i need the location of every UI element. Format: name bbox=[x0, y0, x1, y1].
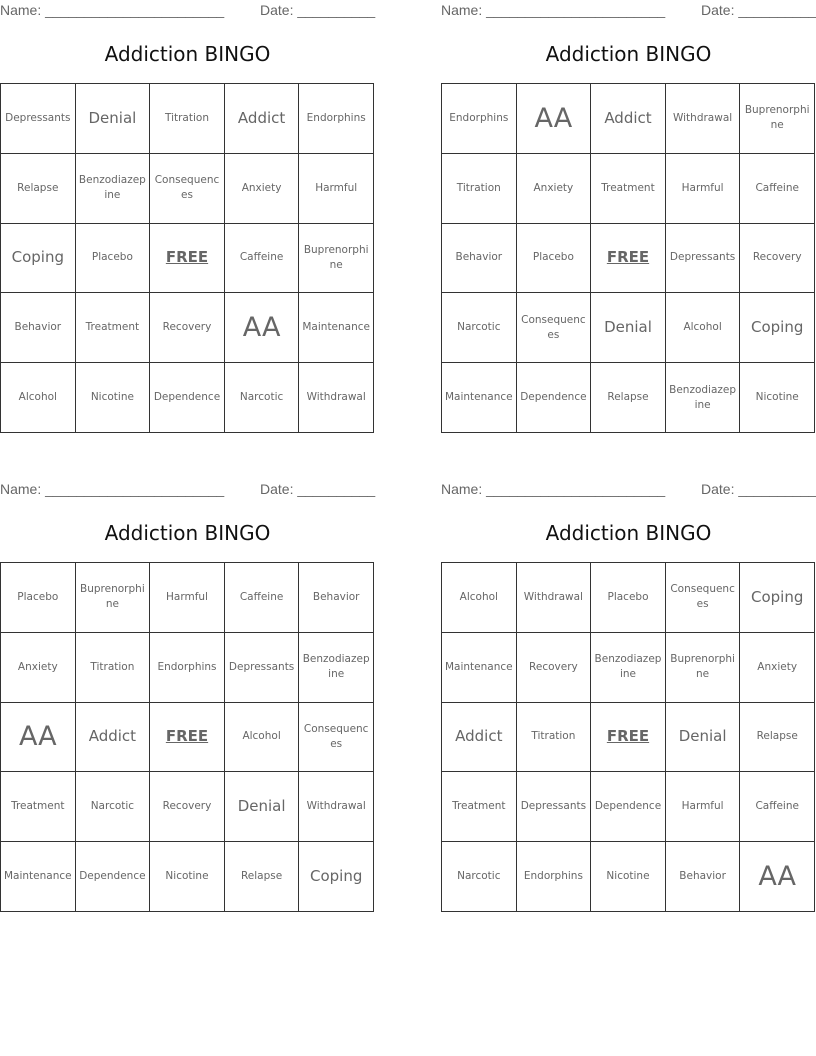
bingo-cell: Titration bbox=[517, 703, 592, 773]
bingo-cell: Caffeine bbox=[740, 154, 815, 224]
bingo-cell: Buprenorphine bbox=[76, 563, 151, 633]
bingo-cell: AA bbox=[740, 842, 815, 912]
bingo-cell: Coping bbox=[740, 563, 815, 633]
bingo-cell: Behavior bbox=[442, 224, 517, 294]
bingo-cell: Relapse bbox=[1, 154, 76, 224]
bingo-cell: Recovery bbox=[150, 293, 225, 363]
bingo-cell: Buprenorphine bbox=[299, 224, 374, 294]
bingo-cell: Consequences bbox=[666, 563, 741, 633]
bingo-cell: Anxiety bbox=[1, 633, 76, 703]
bingo-cell: Consequences bbox=[299, 703, 374, 773]
name-field-label: Name: _______________________ bbox=[441, 2, 666, 18]
bingo-cell: Denial bbox=[666, 703, 741, 773]
bingo-cell: Alcohol bbox=[225, 703, 300, 773]
bingo-cell: Narcotic bbox=[76, 772, 151, 842]
bingo-cell: Alcohol bbox=[666, 293, 741, 363]
bingo-cell: Nicotine bbox=[150, 842, 225, 912]
bingo-cell: Addict bbox=[442, 703, 517, 773]
name-date-line bbox=[0, 481, 375, 499]
bingo-cell: Addict bbox=[591, 84, 666, 154]
bingo-cell: Placebo bbox=[76, 224, 151, 294]
bingo-cell: Placebo bbox=[591, 563, 666, 633]
bingo-cell: Harmful bbox=[299, 154, 374, 224]
bingo-cell: Titration bbox=[442, 154, 517, 224]
bingo-cell: Relapse bbox=[225, 842, 300, 912]
bingo-cell: Anxiety bbox=[225, 154, 300, 224]
bingo-cell: Caffeine bbox=[740, 772, 815, 842]
bingo-cell: Nicotine bbox=[76, 363, 151, 433]
bingo-cell: Benzodiazepine bbox=[591, 633, 666, 703]
bingo-cell: Caffeine bbox=[225, 563, 300, 633]
bingo-cell: Harmful bbox=[150, 563, 225, 633]
bingo-cell: Relapse bbox=[591, 363, 666, 433]
bingo-cell: Caffeine bbox=[225, 224, 300, 294]
date-field-label: Date: __________ bbox=[260, 2, 376, 18]
bingo-card-3 bbox=[0, 479, 375, 919]
bingo-cell: Narcotic bbox=[225, 363, 300, 433]
bingo-cell: Anxiety bbox=[740, 633, 815, 703]
bingo-cell: Denial bbox=[591, 293, 666, 363]
bingo-cell: Treatment bbox=[591, 154, 666, 224]
bingo-cell: Recovery bbox=[517, 633, 592, 703]
bingo-cell: Maintenance bbox=[442, 363, 517, 433]
name-field-label: Name: _______________________ bbox=[0, 2, 225, 18]
name-field-label: Name: _______________________ bbox=[0, 481, 225, 497]
card-title: Addiction BINGO bbox=[545, 521, 712, 545]
free-space-cell: FREE bbox=[591, 703, 666, 773]
date-field-label: Date: __________ bbox=[701, 481, 816, 497]
bingo-cell: Depressants bbox=[666, 224, 741, 294]
bingo-cell: Coping bbox=[740, 293, 815, 363]
bingo-cell: Titration bbox=[150, 84, 225, 154]
bingo-cell: Dependence bbox=[591, 772, 666, 842]
bingo-cell: Coping bbox=[1, 224, 76, 294]
card-title: Addiction BINGO bbox=[104, 521, 271, 545]
bingo-cell: Placebo bbox=[1, 563, 76, 633]
bingo-cell: Nicotine bbox=[591, 842, 666, 912]
bingo-grid bbox=[441, 562, 815, 912]
name-date-line bbox=[0, 2, 375, 20]
bingo-cell: Maintenance bbox=[299, 293, 374, 363]
bingo-cell: Dependence bbox=[150, 363, 225, 433]
bingo-card-2 bbox=[441, 0, 816, 440]
bingo-cell: Depressants bbox=[517, 772, 592, 842]
free-space-cell: FREE bbox=[150, 224, 225, 294]
bingo-grid bbox=[0, 83, 374, 433]
bingo-cell: Relapse bbox=[740, 703, 815, 773]
bingo-cell: Consequences bbox=[517, 293, 592, 363]
bingo-cell: Maintenance bbox=[1, 842, 76, 912]
bingo-cell: Treatment bbox=[442, 772, 517, 842]
date-field-label: Date: __________ bbox=[701, 2, 816, 18]
bingo-cell: Behavior bbox=[299, 563, 374, 633]
bingo-cell: AA bbox=[1, 703, 76, 773]
bingo-cell: Denial bbox=[76, 84, 151, 154]
bingo-cell: Alcohol bbox=[442, 563, 517, 633]
bingo-cell: Treatment bbox=[1, 772, 76, 842]
bingo-cell: Benzodiazepine bbox=[76, 154, 151, 224]
bingo-cell: Endorphins bbox=[299, 84, 374, 154]
bingo-cell: AA bbox=[225, 293, 300, 363]
bingo-cell: Coping bbox=[299, 842, 374, 912]
bingo-cell: Withdrawal bbox=[299, 772, 374, 842]
bingo-grid bbox=[441, 83, 815, 433]
bingo-grid bbox=[0, 562, 374, 912]
bingo-cell: Denial bbox=[225, 772, 300, 842]
bingo-cell: Withdrawal bbox=[666, 84, 741, 154]
name-field-label: Name: _______________________ bbox=[441, 481, 666, 497]
bingo-cell: AA bbox=[517, 84, 592, 154]
bingo-cell: Endorphins bbox=[150, 633, 225, 703]
bingo-cell: Benzodiazepine bbox=[666, 363, 741, 433]
bingo-cell: Dependence bbox=[76, 842, 151, 912]
bingo-cell: Behavior bbox=[1, 293, 76, 363]
bingo-cell: Recovery bbox=[150, 772, 225, 842]
bingo-cell: Withdrawal bbox=[299, 363, 374, 433]
bingo-cell: Maintenance bbox=[442, 633, 517, 703]
free-space-cell: FREE bbox=[150, 703, 225, 773]
bingo-cell: Depressants bbox=[225, 633, 300, 703]
bingo-cell: Placebo bbox=[517, 224, 592, 294]
bingo-cell: Buprenorphine bbox=[666, 633, 741, 703]
bingo-cell: Anxiety bbox=[517, 154, 592, 224]
name-date-line bbox=[441, 481, 816, 499]
bingo-cell: Addict bbox=[225, 84, 300, 154]
card-title: Addiction BINGO bbox=[545, 42, 712, 66]
bingo-card-1 bbox=[0, 0, 375, 440]
date-field-label: Date: __________ bbox=[260, 481, 376, 497]
bingo-cell: Narcotic bbox=[442, 842, 517, 912]
bingo-cell: Harmful bbox=[666, 154, 741, 224]
bingo-cell: Alcohol bbox=[1, 363, 76, 433]
bingo-cell: Consequences bbox=[150, 154, 225, 224]
bingo-cell: Recovery bbox=[740, 224, 815, 294]
free-space-cell: FREE bbox=[591, 224, 666, 294]
bingo-card-4 bbox=[441, 479, 816, 919]
bingo-cell: Endorphins bbox=[442, 84, 517, 154]
bingo-cell: Benzodiazepine bbox=[299, 633, 374, 703]
bingo-cell: Treatment bbox=[76, 293, 151, 363]
bingo-cell: Buprenorphine bbox=[740, 84, 815, 154]
bingo-cell: Titration bbox=[76, 633, 151, 703]
bingo-cell: Addict bbox=[76, 703, 151, 773]
bingo-cell: Dependence bbox=[517, 363, 592, 433]
bingo-cell: Endorphins bbox=[517, 842, 592, 912]
bingo-cell: Depressants bbox=[1, 84, 76, 154]
name-date-line bbox=[441, 2, 816, 20]
bingo-cell: Withdrawal bbox=[517, 563, 592, 633]
card-title: Addiction BINGO bbox=[104, 42, 271, 66]
bingo-cell: Narcotic bbox=[442, 293, 517, 363]
bingo-cell: Harmful bbox=[666, 772, 741, 842]
bingo-cell: Behavior bbox=[666, 842, 741, 912]
bingo-cell: Nicotine bbox=[740, 363, 815, 433]
